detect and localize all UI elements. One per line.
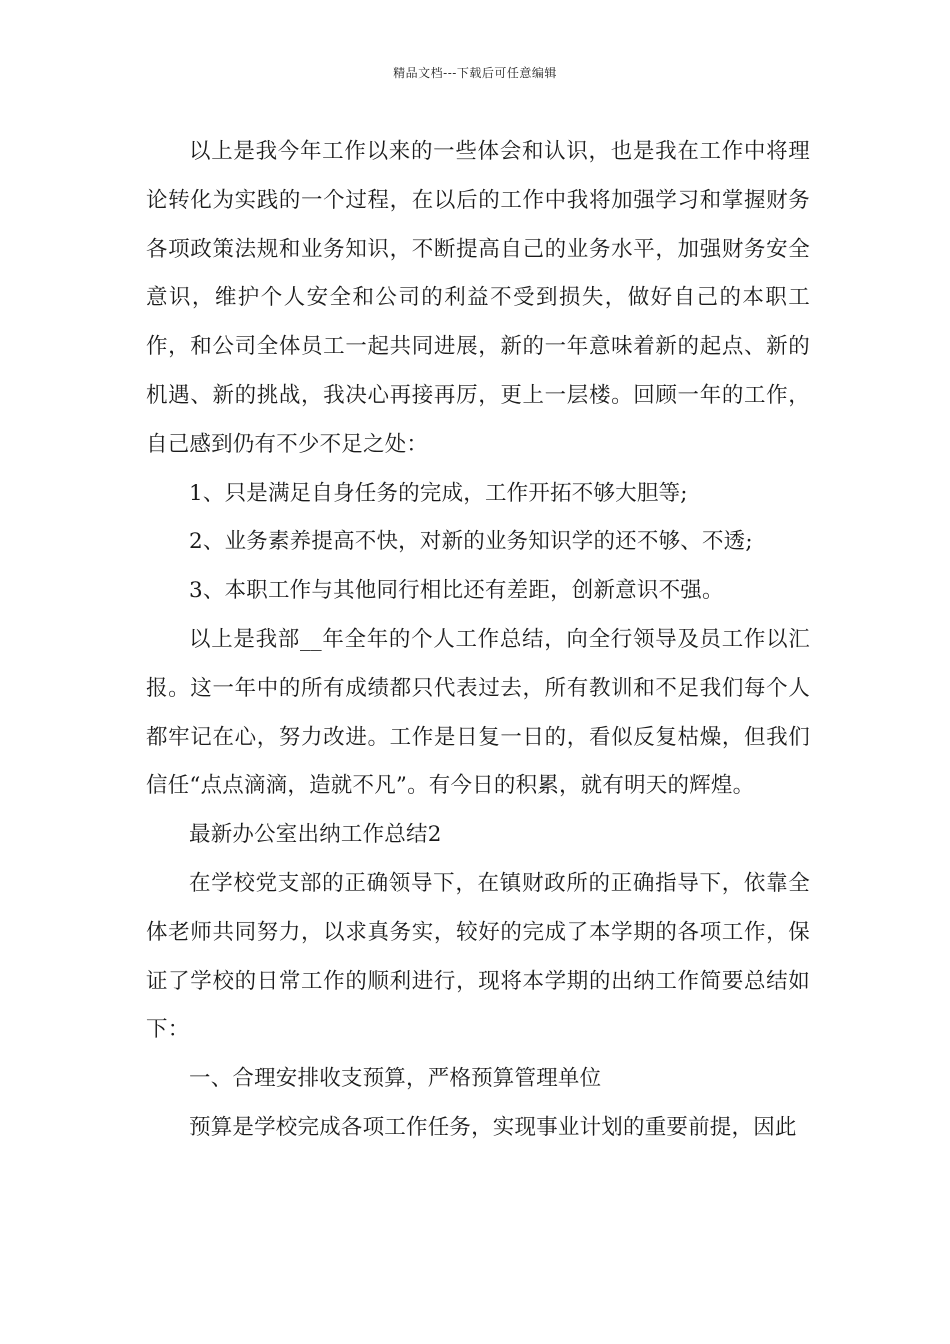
paragraph-school-intro: 在学校党支部的正确领导下，在镇财政所的正确指导下，依靠全体老师共同努力，以求真务实，较好的完成了本学期的各项工作，保证了学校的日常工作的顺利进行，现将本学期的出纳工作简要总结如下： [146,870,810,1043]
list-item-shortcoming-2: 2、业务素养提高不快，对新的业务知识学的还不够、不透; [189,529,753,555]
document-body [146,128,810,1153]
paragraph-budget: 预算是学校完成各项工作任务，实现事业计划的重要前提，因此 [189,1114,797,1140]
paragraph-conclusion: 以上是我部__年全年的个人工作总结，向全行领导及员工作以汇报。这一年中的所有成绩都只代表过去，所有教训和不足我们每个人都牢记在心，努力改进。工作是日复一日的，看似反复枯燥，但我们信任“点点滴滴，造就不凡”。有今日的积累，就有明天的辉煌。 [146,626,810,799]
subheading-budget: 一、合理安排收支预算，严格预算管理单位 [189,1066,602,1092]
section-title: 最新办公室出纳工作总结2 [189,822,442,848]
list-item-shortcoming-1: 1、只是满足自身任务的完成，工作开拓不够大胆等; [189,480,688,506]
list-item-shortcoming-3: 3、本职工作与其他同行相比还有差距，创新意识不强。 [189,578,724,604]
paragraph-summary-intro: 以上是我今年工作以来的一些体会和认识，也是我在工作中将理论转化为实践的一个过程，在以后的工作中我将加强学习和掌握财务各项政策法规和业务知识，不断提高自己的业务水平，加强财务安全意识，维护个人安全和公司的利益不受到损失，做好自己的本职工作，和公司全体员工一起共同进展，新的一年意味着新的起点、新的机遇、新的挑战，我决心再接再厉，更上一层楼。回顾一年的工作，自己感到仍有不少不足之处： [146,139,810,457]
page-header: 精品文档---下载后可任意编辑 [393,66,557,80]
